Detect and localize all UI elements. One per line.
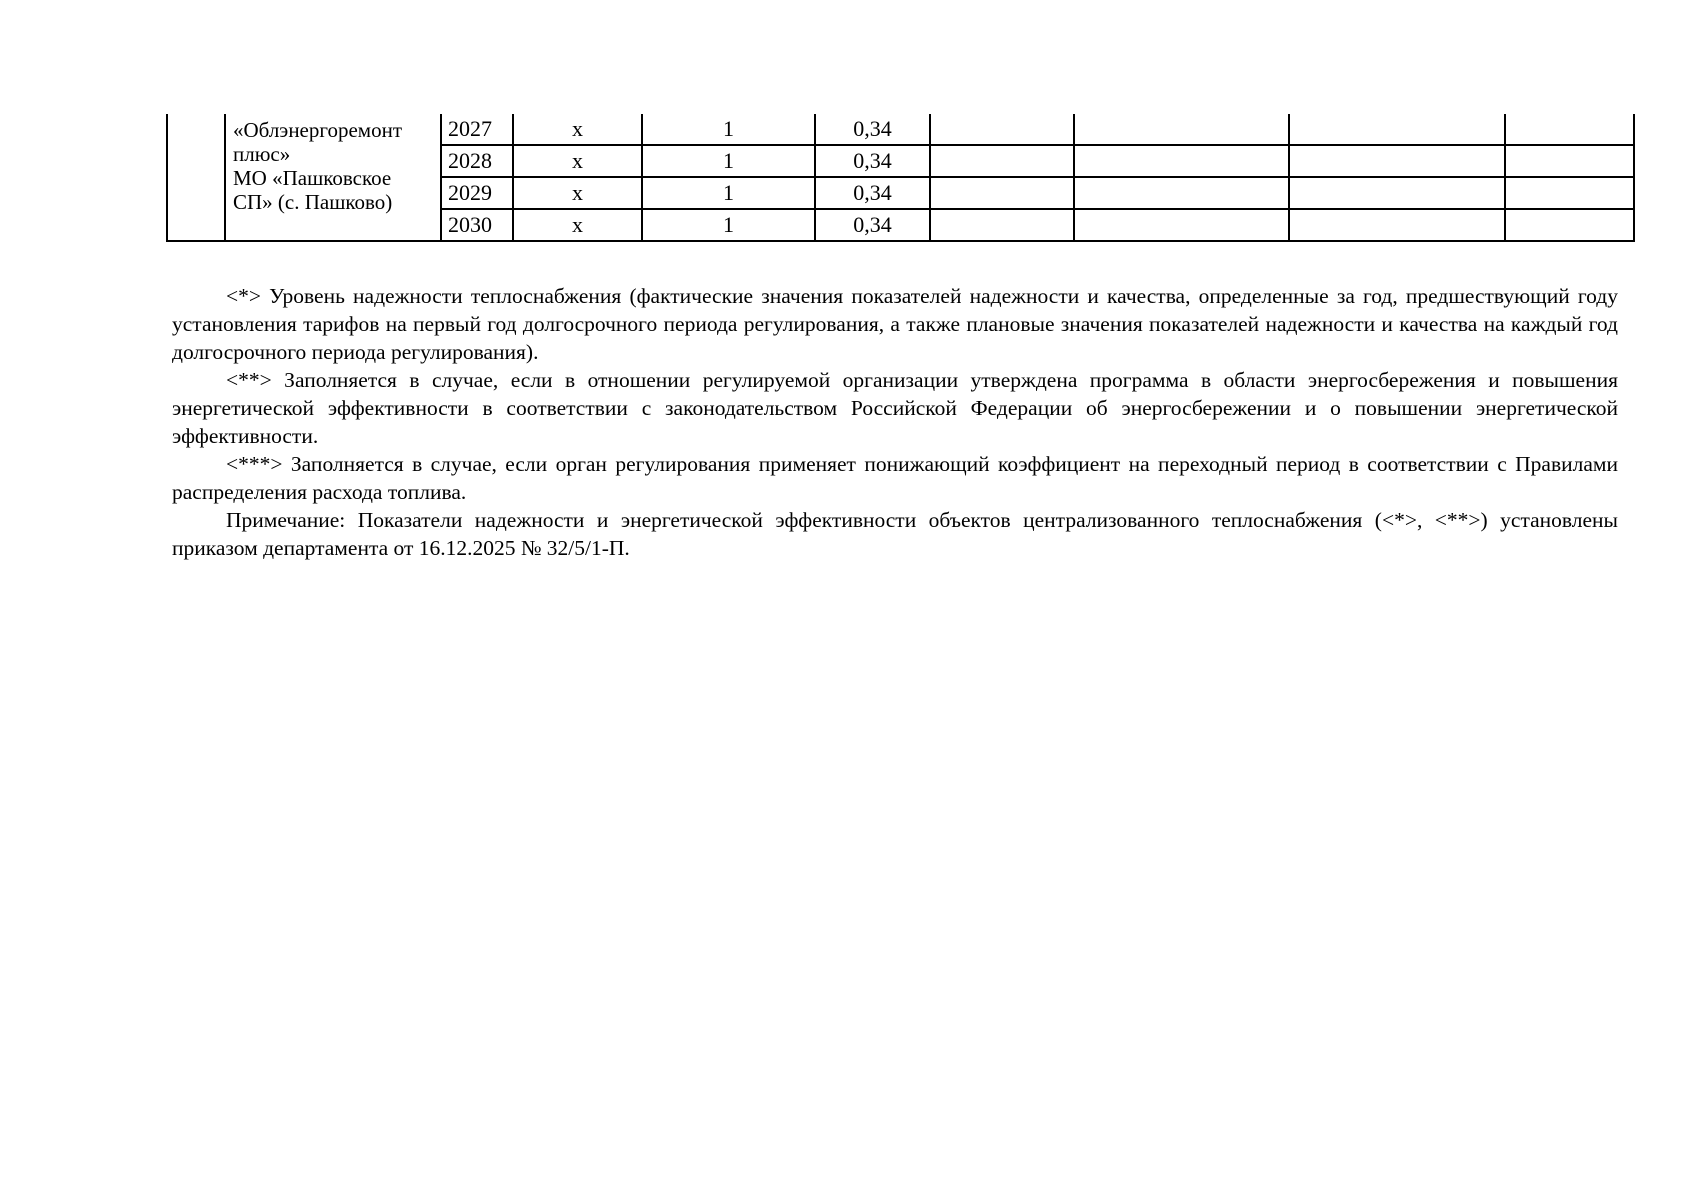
empty-cell bbox=[930, 177, 1074, 209]
value-cell: х bbox=[513, 209, 642, 241]
empty-cell bbox=[1289, 145, 1505, 177]
value-cell: 1 bbox=[642, 209, 815, 241]
value-cell: 1 bbox=[642, 177, 815, 209]
value-cell: 1 bbox=[642, 114, 815, 145]
value-cell: 0,34 bbox=[815, 209, 930, 241]
empty-cell bbox=[1289, 209, 1505, 241]
footnote-energy-saving: <**> Заполняется в случае, если в отношении регулируемой организации утверждена программа в области энергосбережения и повышения энергетической эффективности в соответствии с законодательством Российской Федерации об энергосбережении и о повышении энергетической эффективности. bbox=[172, 368, 1618, 448]
empty-cell bbox=[1505, 114, 1634, 145]
index-cell bbox=[167, 114, 225, 241]
value-cell: 0,34 bbox=[815, 114, 930, 145]
year-cell: 2029 bbox=[441, 177, 513, 209]
empty-cell bbox=[1074, 177, 1289, 209]
empty-cell bbox=[1074, 209, 1289, 241]
year-cell: 2027 bbox=[441, 114, 513, 145]
value-cell: 1 bbox=[642, 145, 815, 177]
value-cell: 0,34 bbox=[815, 145, 930, 177]
empty-cell bbox=[1505, 145, 1634, 177]
organization-name-line: СП» (с. Пашково) bbox=[233, 190, 393, 214]
year-cell: 2028 bbox=[441, 145, 513, 177]
empty-cell bbox=[1289, 177, 1505, 209]
value-cell: х bbox=[513, 114, 642, 145]
organization-name-line: плюс» bbox=[233, 142, 291, 166]
empty-cell bbox=[1074, 114, 1289, 145]
empty-cell bbox=[930, 114, 1074, 145]
organization-name-line: «Облэнергоремонт bbox=[233, 118, 402, 142]
empty-cell bbox=[930, 145, 1074, 177]
footnote-remark: Примечание: Показатели надежности и энергетической эффективности объектов централизованного теплоснабжения (<*>, <**>) установлены приказом департамента от 16.12.2025 № 32/5/1-П. bbox=[172, 508, 1618, 560]
empty-cell bbox=[1505, 209, 1634, 241]
footnotes bbox=[172, 282, 1618, 562]
empty-cell bbox=[1289, 114, 1505, 145]
value-cell: 0,34 bbox=[815, 177, 930, 209]
empty-cell bbox=[930, 209, 1074, 241]
footnote-reliability: <*> Уровень надежности теплоснабжения (фактические значения показателей надежности и качества, определенные за год, предшествующий году установления тарифов на первый год долгосрочного периода регулирования, а также плановые значения показателей надежности и качества на каждый год долгосрочного периода регулирования). bbox=[172, 284, 1618, 364]
value-cell: х bbox=[513, 177, 642, 209]
organization-name-line: МО «Пашковское bbox=[233, 166, 392, 190]
table-row bbox=[167, 114, 1634, 145]
organization-name-cell bbox=[225, 114, 441, 241]
value-cell: х bbox=[513, 145, 642, 177]
indicators-table bbox=[166, 114, 1635, 242]
footnote-reducing-coefficient: <***> Заполняется в случае, если орган регулирования применяет понижающий коэффициент на переходный период в соответствии с Правилами распределения расхода топлива. bbox=[172, 452, 1618, 504]
year-cell: 2030 bbox=[441, 209, 513, 241]
empty-cell bbox=[1505, 177, 1634, 209]
empty-cell bbox=[1074, 145, 1289, 177]
